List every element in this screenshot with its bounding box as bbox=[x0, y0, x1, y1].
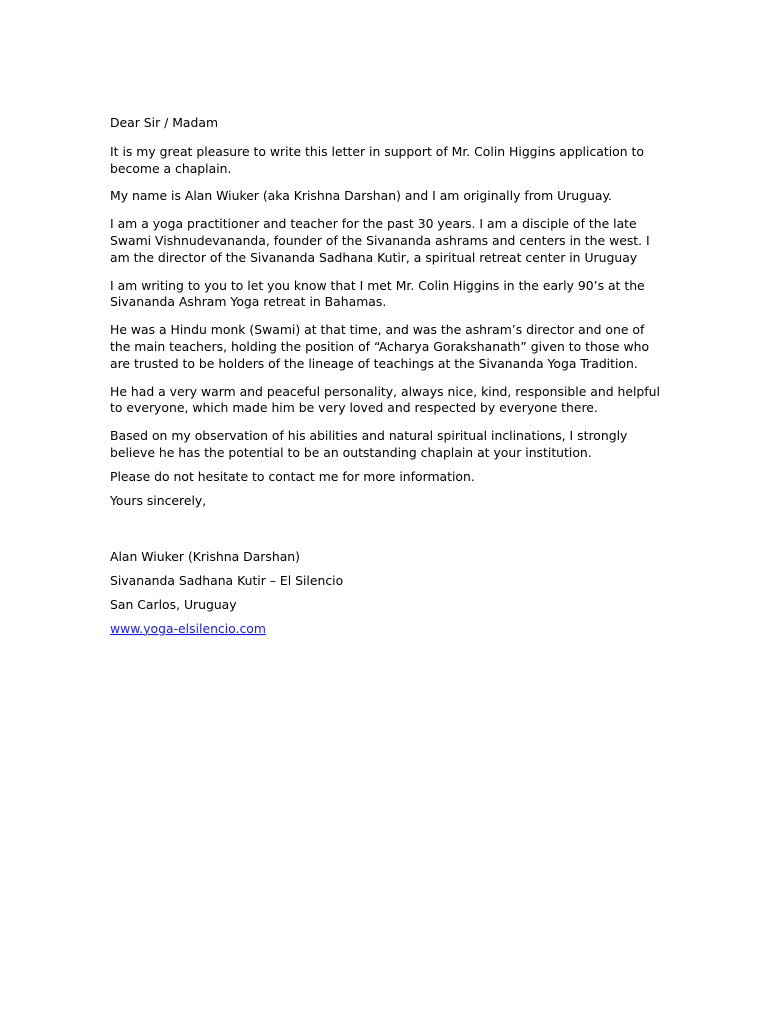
signature-location: San Carlos, Uruguay bbox=[110, 596, 237, 612]
website-link[interactable]: www.yoga-elsilencio.com bbox=[110, 620, 266, 636]
paragraph-recommendation: Based on my observation of his abilities and natural spiritual inclinations, I strongly believe he has the potential to be an outstanding chaplain at your institution. bbox=[110, 428, 628, 460]
closing: Yours sincerely, bbox=[110, 492, 207, 508]
paragraph-personality: He had a very warm and peaceful personality, always nice, kind, responsible and helpful to everyone, which made him be very loved and respected by everyone there. bbox=[110, 383, 660, 416]
signature-organization: Sivananda Sadhana Kutir – El Silencio bbox=[110, 573, 344, 589]
letter-body bbox=[110, 115, 660, 645]
paragraph-meeting: I am writing to you to let you know that I met Mr. Colin Higgins in the early 90’s at the Sivananda Ashram Yoga retreat in Bahamas. bbox=[110, 277, 645, 310]
paragraph-contact: Please do not hesitate to contact me for more information. bbox=[110, 468, 475, 484]
paragraph-background: I am a yoga practitioner and teacher for the past 30 years. I am a disciple of the late Swami Vishnudevananda, founder of the Sivananda ashrams and centers in the west. I am the director of the Sivananda Sadhana Kutir, a spiritual retreat center in Uruguay bbox=[110, 216, 650, 265]
salutation: Dear Sir / Madam bbox=[110, 115, 219, 130]
paragraph-role: He was a Hindu monk (Swami) at that time, and was the ashram’s director and one of the main teachers, holding the position of “Acharya Gorakshanath” given to those who are trusted to be holders of the lineage of teachings at the Sivananda Yoga Tradition. bbox=[110, 322, 650, 371]
signature-name: Alan Wiuker (Krishna Darshan) bbox=[110, 549, 300, 565]
paragraph-support: It is my great pleasure to write this letter in support of Mr. Colin Higgins application to become a chaplain. bbox=[110, 143, 644, 176]
paragraph-introduction: My name is Alan Wiuker (aka Krishna Darshan) and I am originally from Uruguay. bbox=[110, 188, 612, 204]
